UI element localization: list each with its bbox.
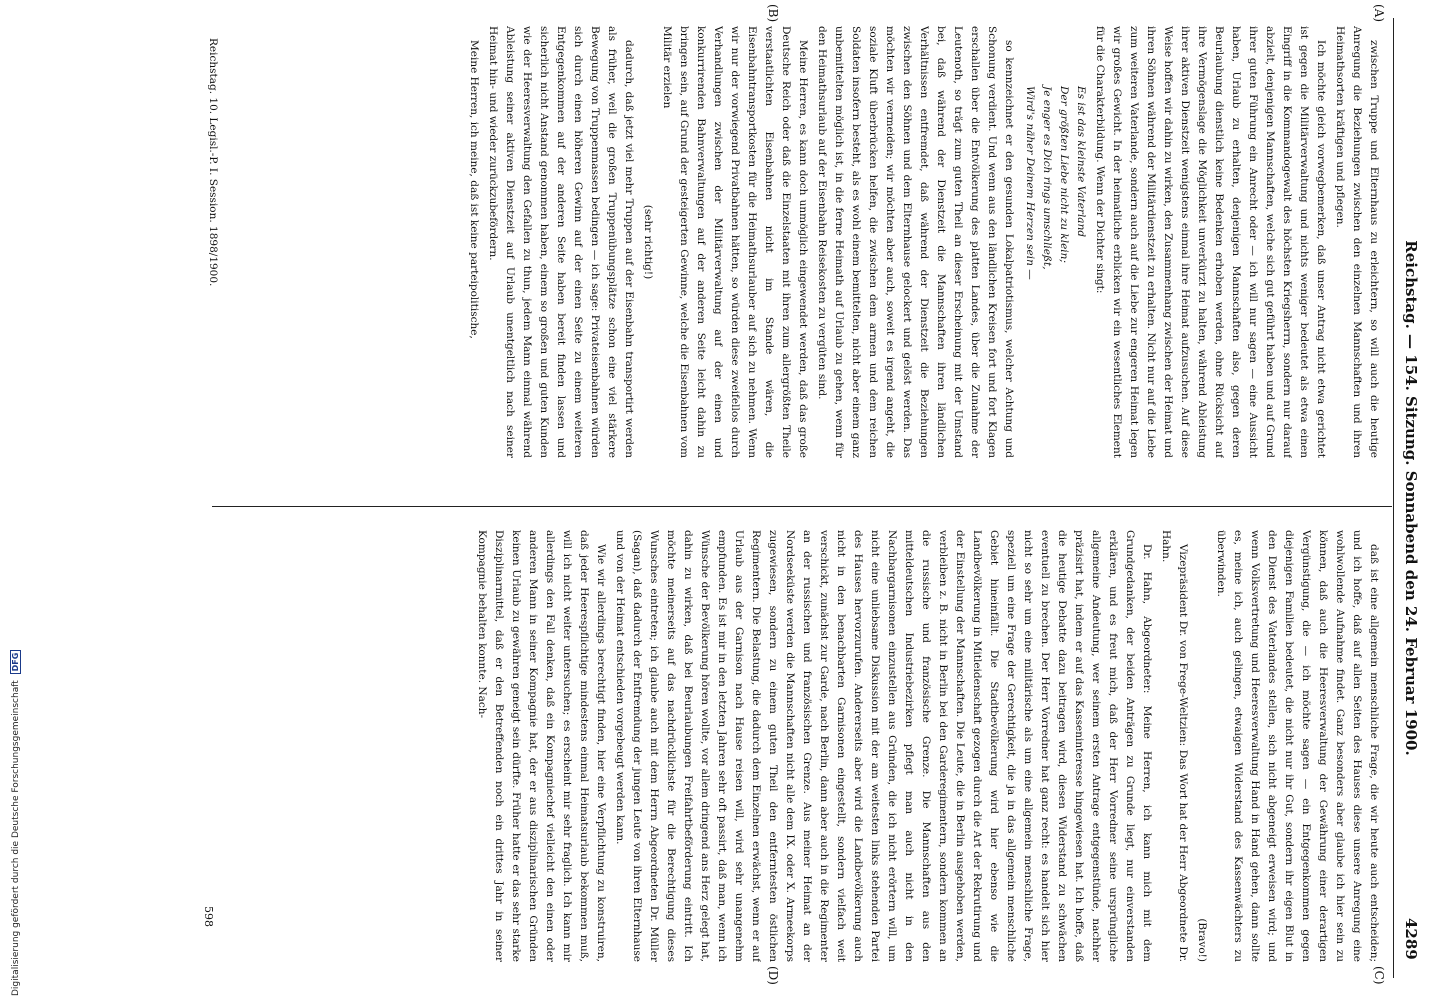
- page-header: [1396, 18, 1420, 978]
- paragraph: zwischen Truppe und Elternhaus zu erleichtern, so will auch die heutige Anregung die Beziehungen zwischen den einzelnen Mannschaften und ihren Heimathsorten kräftigen und pflegen.: [1334, 26, 1380, 458]
- margin-marker-d: (D): [766, 966, 780, 985]
- paragraph: daß ist eine allgemein menschliche Frage, die wir heute auch entscheiden; und ich hoffe, daß auf allen Seiten des Hauses diese unsere Anregung eine wohlwollende Aufnahme findet. Ganz besonders aber glaube ich hier sein zu können, daß auch die Heeresverwaltung der Gewährung einer derartigen Vergünstigung, die — ich möchte sagen — ein Entgegenkommen gegen diejenigen Familien bedeutet, die nicht nur ihr Gut, sondern ihr eigen Blut in den Dienst des Vaterlandes stellen, sich nicht abgeneigt erweisen wird; und wenn Volksvertretung und Heeresverwaltung Hand in Hand gehen, dann sollte es, meine ich, auch gelingen, etwaigen Widerstand des Kassenwächters zu überwinden.: [1215, 530, 1380, 962]
- poem-quote: [1021, 86, 1089, 458]
- applause: (Bravo!): [1196, 918, 1208, 962]
- paragraph: Wie wir allerdings berechtigt finden, hier eine Verpflichtung zu konstruiren, daß jeder Heerespflichtige mindestens einmal Heimatsurlaub bekommen muß, will ich nicht weiter untersuchen; es erscheint mir sehr fraglich. Ich kann mir allerdings den Fall denken, daß ein Kompagniechef vielleicht den einen oder anderen Mann in seiner Kompagnie hat, der er aus disziplinarischen Gründen keinen Urlaub zu gewähren geneigt sein dürfte. Früher hatte er das sehr starke Disziplinarmittel, daß er den Betreffenden noch ein drittes Jahr in seiner Kompagnie behalten konnte. Nach-: [476, 530, 607, 962]
- poem-line: Wird's näher Deinem Herzen sein —: [1024, 86, 1036, 280]
- header-rule: [1393, 18, 1394, 978]
- poem-line: Es ist das kleinste Vaterland: [1075, 86, 1087, 238]
- paragraph: dadurch, daß jetzt viel mehr Truppen auf der Eisenbahn transportirt werden als früher, weil die großen Truppenübungsplätze schon eine viel stärkere Bewegung von Truppenmassen bedingen — ich sage: Privateisenbahnen würden sich durch einen höheren Gewinn auf der einen Seite zu einem weiteren Entgegenkommen auf der anderen Seite haben bereit finden lassen und sicherlich nicht Anstand genommen haben, einem so großen und guten Kunden wie der Heeresverwaltung den Gefallen zu thun, jedem Mann einmal während Ableistung seiner aktiven Dienstzeit auf Urlaub unentgeltlich nach seiner Heimat hin- und wieder zurückzubefördern.: [487, 26, 635, 458]
- paragraph: Meine Herren, es kann doch unmöglich eingewendet werden, daß das große Deutsche Reich oder daß die Einzelstaaten mit ihren zum allergrößten Theile verstaatlichten Eisenbahnen nicht im Stande wären, die Eisenbahntransportkosten für die Heimathsurlauber auf sich zu nehmen. Wenn wir nur der vorwiegend Privatbahnen hätten, so würden diese zweifellos durch Verhandlungen zwischen der Militärverwaltung auf der einen und konkurrirenden Bahnverwaltungen auf der anderen Seite leicht dahin zu bringen sein, auf Grund der gesteigerten Gewinne, welche die Eisenbahnen vom Militär erzielen: [661, 26, 809, 458]
- speaker-paragraph: Vizepräsident Dr. von Frege-Weltzien: Das Wort hat der Herr Abgeordnete Dr. Hahn.: [1160, 530, 1189, 962]
- left-column: [232, 26, 1382, 458]
- paragraph: so kennzeichnet er den gesunden Lokalpatriotismus, welcher Achtung und Schonung verdient. Und wenn aus den ländlichen Kreisen fort und fort Klagen erschallen über die Entvölkerung des platten Landes, über die Zunahme der Leutenoth, so trägt zum guten Theil an dieser Erscheinung mit der Umstand bei, daß während der Dienstzeit die Mannschaften ihren ländlichen Verhältnissen entfremdet, daß während der Dienstzeit die Beziehungen zwischen den Söhnen und dem Elternhause gelockert und gelöst werden. Das möchten wir vermeiden; wir möchten aber auch, soweit es irgend angeht, die soziale Kluft überbrücken helfen, die zwischen dem armen und dem reichen Soldaten insofern besteht, als es wohl einem bemittelten, nicht aber einem ganz unbemittelten möglich ist, in die ferne Heimath auf Urlaub zu gehen, wenn für den Heimathsurlaub auf der Eisenbahn Reisekosten zu vergüten sind.: [816, 26, 1015, 458]
- margin-marker-b: (B): [766, 4, 780, 23]
- interjection: (sehr richtig!): [642, 204, 654, 280]
- page-header-title: Reichstag. — 154. Sitzung. Sonnabend den 24. Februar 1900.: [1402, 240, 1420, 756]
- poem-line: Je enger es Dich rings umschließt,: [1041, 86, 1053, 270]
- sheet-number: 598: [202, 906, 215, 927]
- speaker-paragraph: Dr. Hahn, Abgeordneter: Meine Herren, ich kann mich mit dem Grundgedanken, der beiden Anträgen zu Grunde liegt, nur einverstanden erklären, und es freut mich, daß der Herr Vorredner seine ursprüngliche allgemeine Andeutung, wer seinem ersten Antrage entgegenstünde, nachher präzisirt hat, indem er auf das Kasseninteresse hingewiesen hat. Ich hoffe, daß die heutige Debatte dazu beitragen wird, diesen Widerstand zu schwächen eventuell zu brechen. Der Herr Vorredner hat ganz recht: es handelt sich hier nicht so sehr um eine militärische als um eine allgemein menschliche Frage, speziell um eine Frage der Gerechtigkeit, die ja in das allgemein menschliche Gebiet hineinfällt. Die Stadtbevölkerung wird hier ebenso wie die Landbevölkerung in Mitleidenschaft gezogen durch die Art der Rekrutirung und der Einstellung der Mannschaften. Die Leute, die in Berlin ausgehoben werden, verbleiben z. B. nicht in Berlin bei den Garderegimentern, sondern kommen an die russische und französische Grenze. Die Mannschaften aus den mitteldeutschen Industriebezirken pflegt man auch nicht in den Nachbargarnisonen einzustellen aus Gründen, die ich nicht erörtern will, um nicht eine unliebsame Diskussion mit der am weitesten links stehenden Partei des Hauses hervorzurufen. Andererseits aber wird die Landbevölkerung auch nicht in den benachbarten Garnisonen eingestellt, sondern vielfach weit verschickt, zunächst zur Garde, nach Berlin, dann aber auch in die Regimenter an der russischen und französischen Grenze. Aus meiner Heimat an der Nordseeküste werden die Mannschaften nicht alle dem IX. oder X. Armeekorps zugewiesen, sondern zu einem guten Theil den entferntesten östlichen Regimentern. Die Belastung, die dadurch dem Einzelnen erwächst, wenn er auf Urlaub aus der Garnison nach Hause reisen will, wird sehr unangenehm empfunden. Es ist mir in den letzten Jahren sehr oft passirt, daß man, wenn ich Wünsche der Bevölkerung hören wollte, vor allem dringend ans Herz gelegt hat, dahin zu wirken, daß bei Beurlaubungen Freifahrtbeförderung eintritt. Ich möchte meinerseits auf das nachdrücklichste für die Berechtigung dieses Wunsches eintreten; ich glaube auch mit dem Herrn Abgeordneten Dr. Müller (Sagan), daß dadurch der Entfremdung der jungen Leute von ihren Elternhause und von der Heimat entschieden vorgebeugt werden kann.: [614, 530, 1153, 962]
- margin-marker-c: (C): [1372, 966, 1386, 985]
- digitization-credit: [10, 650, 21, 996]
- right-column: [232, 530, 1382, 962]
- poem-line: Der größten Liebe nicht zu klein;: [1058, 86, 1070, 263]
- column-divider: [212, 506, 1392, 507]
- paragraph: Ich möchte gleich vorwegbemerken, daß unser Antrag nicht etwa gerichtet ist gegen die Militärverwaltung und nichts weniger bedeutet als etwa einen Eingriff in die Kommandogewalt des höchsten Kriegsherrn, sondern nur darauf abzielt, denjenigen Mannschaften, welche sich gut geführt haben und auf Grund ihrer guten Führung ein Anrecht oder — ich will nur sagen — eine Aussicht haben, Urlaub zu erhalten, denjenigen Mannschaften also, gegen deren Beurlaubung dienstlich keine Bedenken erhoben werden, ohne Rücksicht auf ihre Vermögenslage die Möglichkeit unverkürzt zu halten, während Ableistung ihrer aktiven Dienstzeit wenigstens einmal ihre Heimat aufzusuchen. Auf diese Weise hoffen wir dahin zu wirken, den Zusammenhang zwischen der Heimat und ihren Söhnen während der Militärdienstzeit zu erhalten. Nicht nur auf die Liebe zum weiteren Vaterlande, sondern auch auf die Liebe zur engeren Heimat legen wir großes Gewicht. In der heimatliche erblicken wir ein wesentliches Element für die Charakterbildung. Wenn der Dichter singt:: [1094, 26, 1327, 458]
- dfg-logo: DFG: [10, 650, 21, 675]
- page-footer: Reichstag. 10. Legisl.-P. I. Session. 1898/1900.: [207, 38, 219, 287]
- paragraph: Meine Herren, ich meine, daß ist keine parteipolitische,: [468, 40, 480, 339]
- page-header-number: 4289: [1402, 918, 1420, 960]
- rotated-scanned-page: [50, 4, 1420, 985]
- margin-marker-a: (A): [1372, 4, 1386, 23]
- credit-text: Digitalisierung gefördert durch die Deutsche Forschungsgemeinschaft: [11, 680, 21, 996]
